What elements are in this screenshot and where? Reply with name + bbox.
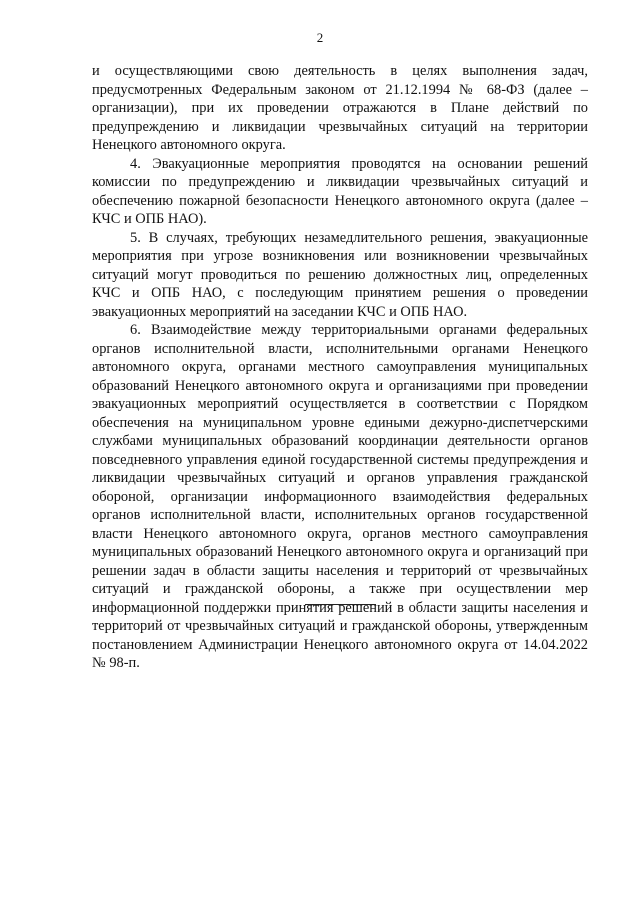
- paragraph-item-4: 4. Эвакуационные мероприятия проводятся на основании решений комиссии по предупреждению и ликвидации чрезвычайных ситуаций и обеспечению пожарной безопасности Ненецкого автономного округа (далее – КЧС и ОПБ НАО).: [92, 155, 588, 227]
- document-body: [92, 62, 588, 673]
- page-number: 2: [316, 30, 324, 45]
- end-of-document-rule: [305, 604, 376, 605]
- paragraph-item-5: 5. В случаях, требующих незамедлительного решения, эвакуационные мероприятия при угрозе возникновения или возникновении чрезвычайных ситуаций могут проводиться по решению должностных лиц, определенных КЧС и ОПБ НАО, с последующим принятием решения о проведении эвакуационных мероприятий на заседании КЧС и ОПБ НАО.: [92, 229, 588, 320]
- paragraph-continuation: и осуществляющими свою деятельность в целях выполнения задач, предусмотренных Федеральным законом от 21.12.1994 № 68-ФЗ (далее – организации), при их проведении отражаются в Плане действий по предупреждению и ликвидации чрезвычайных ситуаций на территории Ненецкого автономного округа.: [92, 63, 588, 153]
- paragraph-item-6: 6. Взаимодействие между территориальными органами федеральных органов исполнительной власти, исполнительными органами Ненецкого автономного округа, органами местного самоуправления муниципальных образований Ненецкого автономного округа и организациями при проведении эвакуационных мероприятий осуществляется в соответствии с Порядком обеспечения на муниципальном уровне едиными дежурно-диспетчерскими службами муниципальных образований координации деятельности органов повседневного управления единой государственной системы предупреждения и ликвидации чрезвычайных ситуаций и органов управления гражданской обороной, организации информационного взаимодействия федеральных органов исполнительной власти, исполнительных органов государственной власти Ненецкого автономного округа, органов местного самоуправления муниципальных образований Ненецкого автономного округа и организаций при решении задач в области защиты населения и территорий от чрезвычайных ситуаций и гражданской обороны, а также при осуществлении мер информационной поддержки принятия решений в области защиты населения и территорий от чрезвычайных ситуаций и гражданской обороны, утвержденным постановлением Администрации Ненецкого автономного округа от 14.04.2022 № 98-п.: [92, 322, 588, 671]
